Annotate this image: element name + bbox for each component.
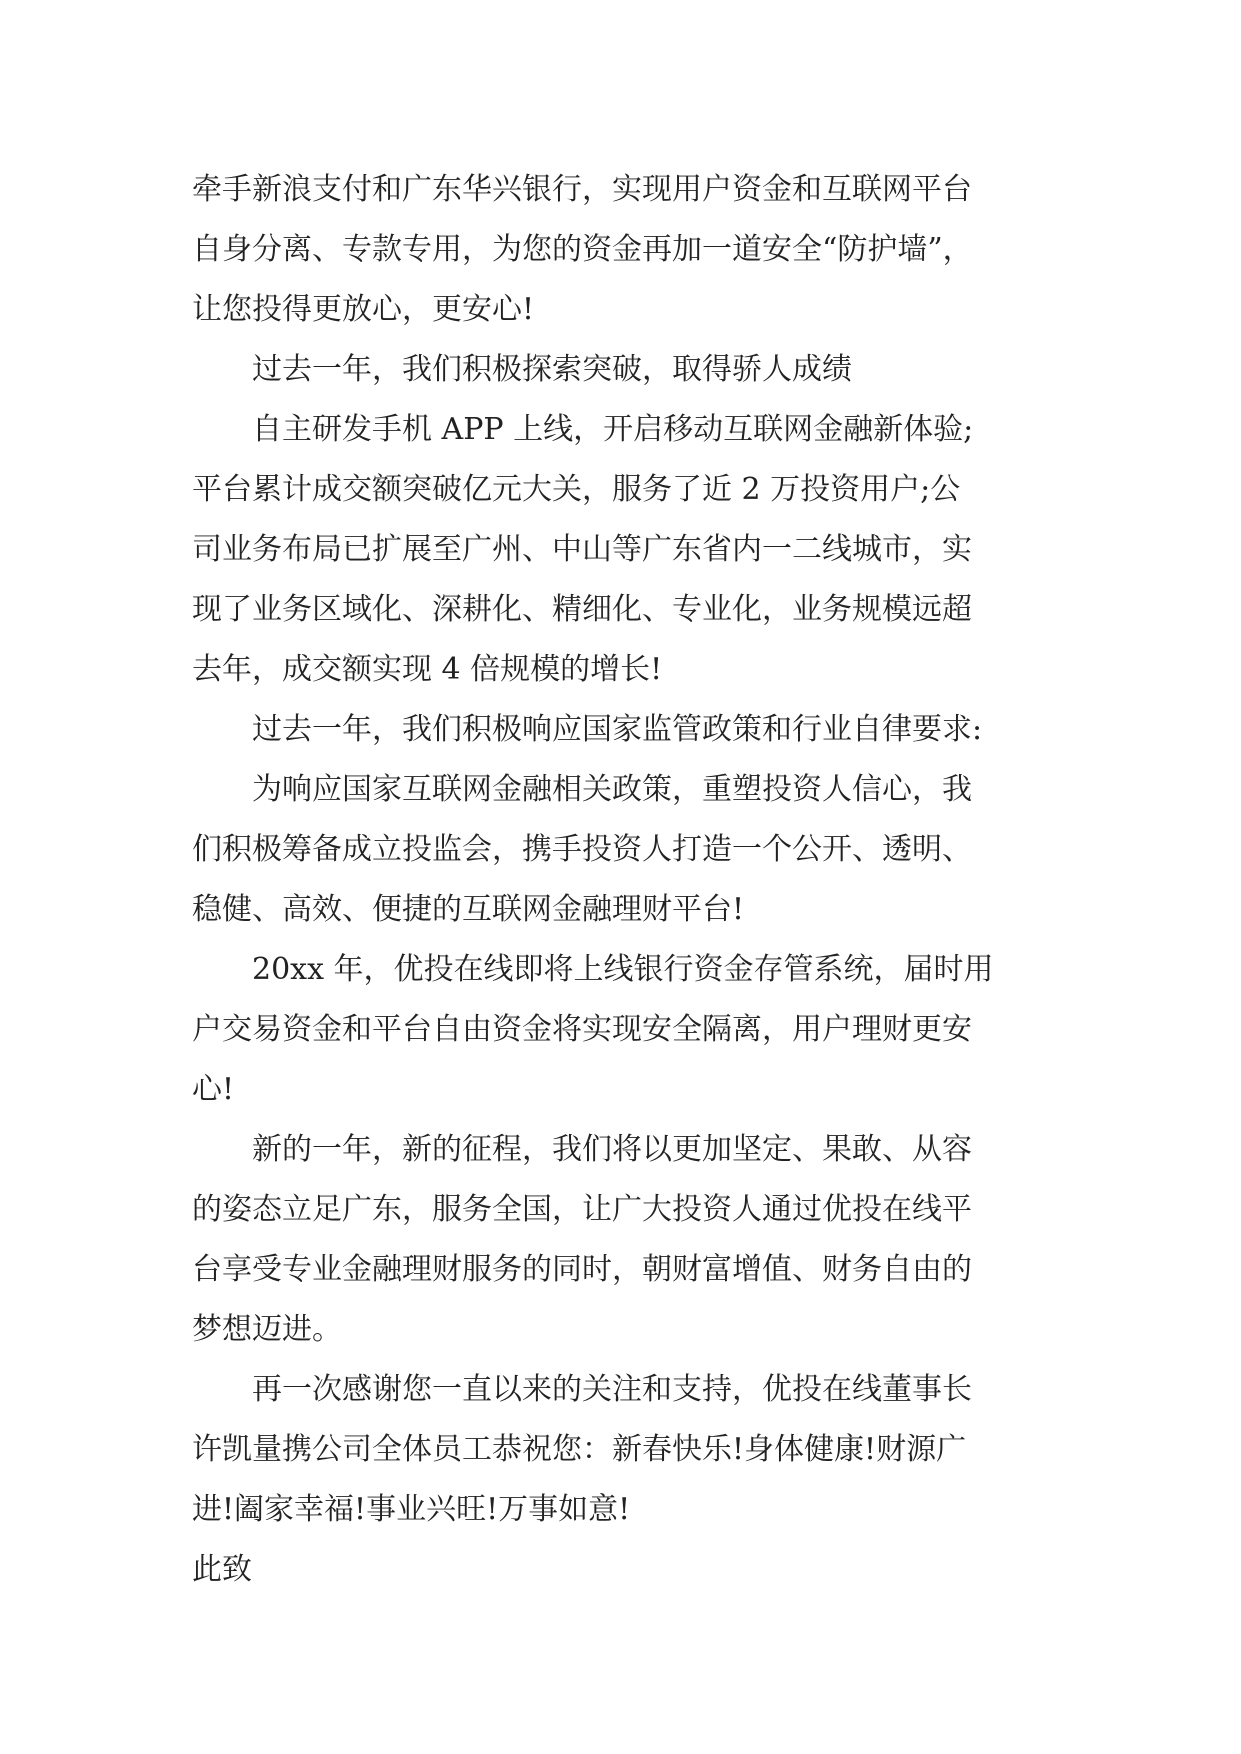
text-line: 的姿态立足广东，服务全国，让广大投资人通过优投在线平	[192, 1192, 972, 1227]
text-line: 进!阖家幸福!事业兴旺!万事如意!	[192, 1492, 631, 1527]
text-line: 再一次感谢您一直以来的关注和支持，优投在线董事长	[252, 1372, 972, 1407]
text-line: 过去一年，我们积极探索突破，取得骄人成绩	[252, 352, 852, 387]
text-line: 自身分离、专款专用，为您的资金再加一道安全“防护墙”，	[192, 232, 973, 267]
text-line: 心!	[192, 1072, 235, 1107]
text-line: 过去一年，我们积极响应国家监管政策和行业自律要求:	[252, 712, 983, 747]
text-line: 台享受专业金融理财服务的同时，朝财富增值、财务自由的	[192, 1252, 972, 1287]
text-line: 为响应国家互联网金融相关政策，重塑投资人信心，我	[252, 772, 972, 807]
text-line: 20xx 年，优投在线即将上线银行资金存管系统，届时用	[252, 952, 994, 987]
text-line: 自主研发手机 APP 上线，开启移动互联网金融新体验;	[252, 412, 974, 447]
text-line: 现了业务区域化、深耕化、精细化、专业化，业务规模远超	[192, 592, 972, 627]
text-line: 司业务布局已扩展至广州、中山等广东省内一二线城市，实	[192, 532, 972, 567]
text-line: 平台累计成交额突破亿元大关，服务了近 2 万投资用户;公	[192, 472, 961, 507]
text-line: 新的一年，新的征程，我们将以更加坚定、果敢、从容	[252, 1132, 972, 1167]
text-line: 梦想迈进。	[192, 1312, 342, 1347]
text-line: 去年，成交额实现 4 倍规模的增长!	[192, 652, 663, 687]
text-line: 户交易资金和平台自由资金将实现安全隔离，用户理财更安	[192, 1012, 972, 1047]
document-body	[192, 160, 1072, 1600]
text-line: 许凯量携公司全体员工恭祝您：新春快乐!身体健康!财源广	[192, 1432, 967, 1467]
text-line: 此致	[192, 1552, 252, 1587]
text-line: 们积极筹备成立投监会，携手投资人打造一个公开、透明、	[192, 832, 972, 867]
text-line: 稳健、高效、便捷的互联网金融理财平台!	[192, 892, 745, 927]
text-line: 牵手新浪支付和广东华兴银行，实现用户资金和互联网平台	[192, 172, 972, 207]
text-line: 让您投得更放心，更安心!	[192, 292, 535, 327]
